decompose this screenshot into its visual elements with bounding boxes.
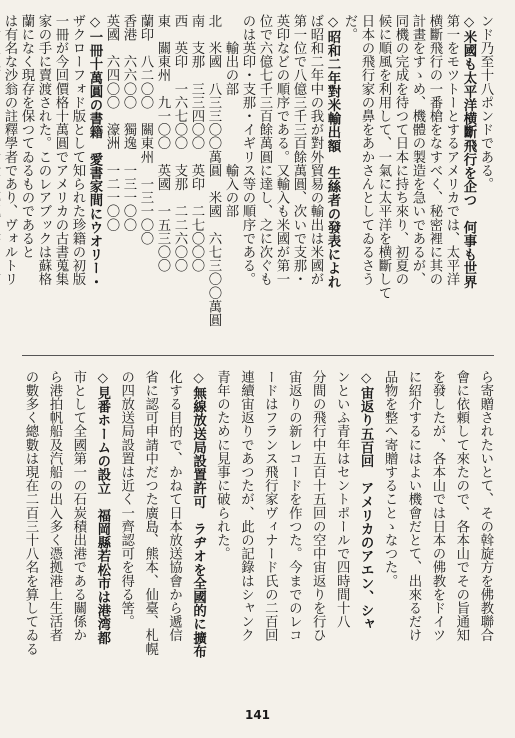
lower-half xyxy=(22,370,494,700)
text-column: 英印などの順序である。又輸入も米國が第一 xyxy=(274,14,289,286)
section-divider xyxy=(22,355,494,356)
article-heading-column: ◇一冊十萬圓の書籍 愛書家間にウオリー・ xyxy=(87,14,103,289)
text-column: だ。 xyxy=(342,14,357,42)
text-column: 市として全國第一の石炭積出港である關係か xyxy=(70,370,86,642)
text-column: の四放送局設置は近く一齊認可を得る筈。 xyxy=(118,370,134,629)
text-column: ンといふ青年はセントポールで四時間十八 xyxy=(334,370,350,629)
text-column: 第一をモツトーとするアメリカでは、太平洋 xyxy=(444,14,459,286)
text-column: 家の手に賣渡された。このレアブックは蘇格 xyxy=(36,14,51,286)
text-column: 同機の完成を待つて日本に持ち來り、初夏の xyxy=(393,14,408,286)
upper-half xyxy=(2,14,494,340)
article-heading-column: ◇昭和二年對米輸出額 生絲者の發表によれ xyxy=(325,14,341,289)
text-column: ンド乃至十八ポンドである。 xyxy=(478,14,493,191)
text-column: 第一位で八億三千三百餘萬圓、次いで支那・ xyxy=(291,14,306,286)
text-column: 英國 六四〇〇 濠洲 一二一〇〇 xyxy=(104,14,119,232)
text-column: 候に順風を利用して、一氣に太平洋を横斷して xyxy=(376,14,391,300)
text-column: ザクローフォド版として知られた珍籍の初版 xyxy=(70,14,85,286)
text-column: 化する目的で、かねて日本放送協會から遞信 xyxy=(166,370,182,642)
text-column: 北 米國 八三三〇〇萬圓 米國 六七三〇〇萬圓 xyxy=(206,14,221,327)
text-column: 連續宙返りであつたが、此の記錄はシャンク xyxy=(238,370,254,642)
text-column: 計畫をすゝめ、機體の製造を急いであるが、 xyxy=(410,14,425,286)
text-column: ードはフランス飛行家ヴィナード氏の二百回 xyxy=(262,370,278,642)
text-column: は有名な沙翁の註釋學者であり、ヴォルトリ xyxy=(2,14,17,286)
page-number: 141 xyxy=(244,708,271,722)
article-heading-column: ◇無線放送局設置許可 ラヂオを全國的に擴布 xyxy=(190,370,207,659)
text-column: ば昭和二年中の我が對外貿易の輸出は米國が xyxy=(308,14,323,286)
article-heading-column: ◇見番ホームの設立 福岡縣若松市は港湾都 xyxy=(94,370,111,645)
text-column: 省に認可申請中だつた廣島、熊本、仙臺、札幌 xyxy=(142,370,158,656)
text-column: 青年のために見事に破られた。 xyxy=(214,370,230,561)
text-column: を發したが、各本山では日本の佛教をドイツ xyxy=(429,370,445,642)
article-heading-column: ◇米國も太平洋横斷飛行を企つ 何事も世界 xyxy=(461,14,477,289)
text-column: 蘭になく現存を保つてゐるものであると xyxy=(19,14,34,259)
text-column: 輸出の部 輸入の部 xyxy=(223,14,238,218)
text-column: 品物を整へ寄贈することゝなつた。 xyxy=(382,370,398,588)
text-column: の數多く總數は現在二百三十八名を算してゐる xyxy=(23,370,38,656)
text-column: 香港 六六〇〇 獨逸 一三一〇〇 xyxy=(121,14,136,232)
text-column: に紹介するにはよい機會だとて、出來るだけ xyxy=(406,370,421,642)
text-column: 東 關東州 九一〇〇 英國 一五三〇〇 xyxy=(155,14,170,273)
text-column: ら港拍帆船及汽船の出入多く憑拠港上生活者 xyxy=(46,370,62,642)
text-column: 日本の飛行家の鼻をあかさんとしてゐるさう xyxy=(359,14,374,286)
text-column: のは英印・支那・イギリス等の順序である。 xyxy=(240,14,255,286)
text-column: 南 支那 三三四〇〇 英印 二七〇〇〇 xyxy=(189,14,204,273)
text-column: 宙返りの新レコードを作つた。今までのレコ xyxy=(286,370,302,642)
article-heading-column: ◇宙返り五百回 アメリカのアエン、シャ xyxy=(358,370,375,631)
text-column: ら寄贈されたいとて、その斡旋方を佛教聯合 xyxy=(477,370,493,642)
text-column: 横斷飛行の一番槍をなすべく、秘密裡に其の xyxy=(427,14,442,286)
text-column: 西 英印 一六七〇〇 支那 二二六〇〇 xyxy=(172,14,187,273)
text-column: 位で六億七千三百餘萬圓に達し、之に次ぐも xyxy=(257,14,272,286)
text-column: 蘭印 八二〇〇 關東州 一三一〇〇 xyxy=(138,14,153,246)
text-column: 一冊が今回價格十萬圓でアメリカの古書蒐集 xyxy=(53,14,68,286)
text-column: 分間の飛行中五百十五回の空中宙返りを行ひ xyxy=(310,370,326,642)
text-column: 會に依頼して來たので、各本山でその旨通知 xyxy=(453,370,469,642)
